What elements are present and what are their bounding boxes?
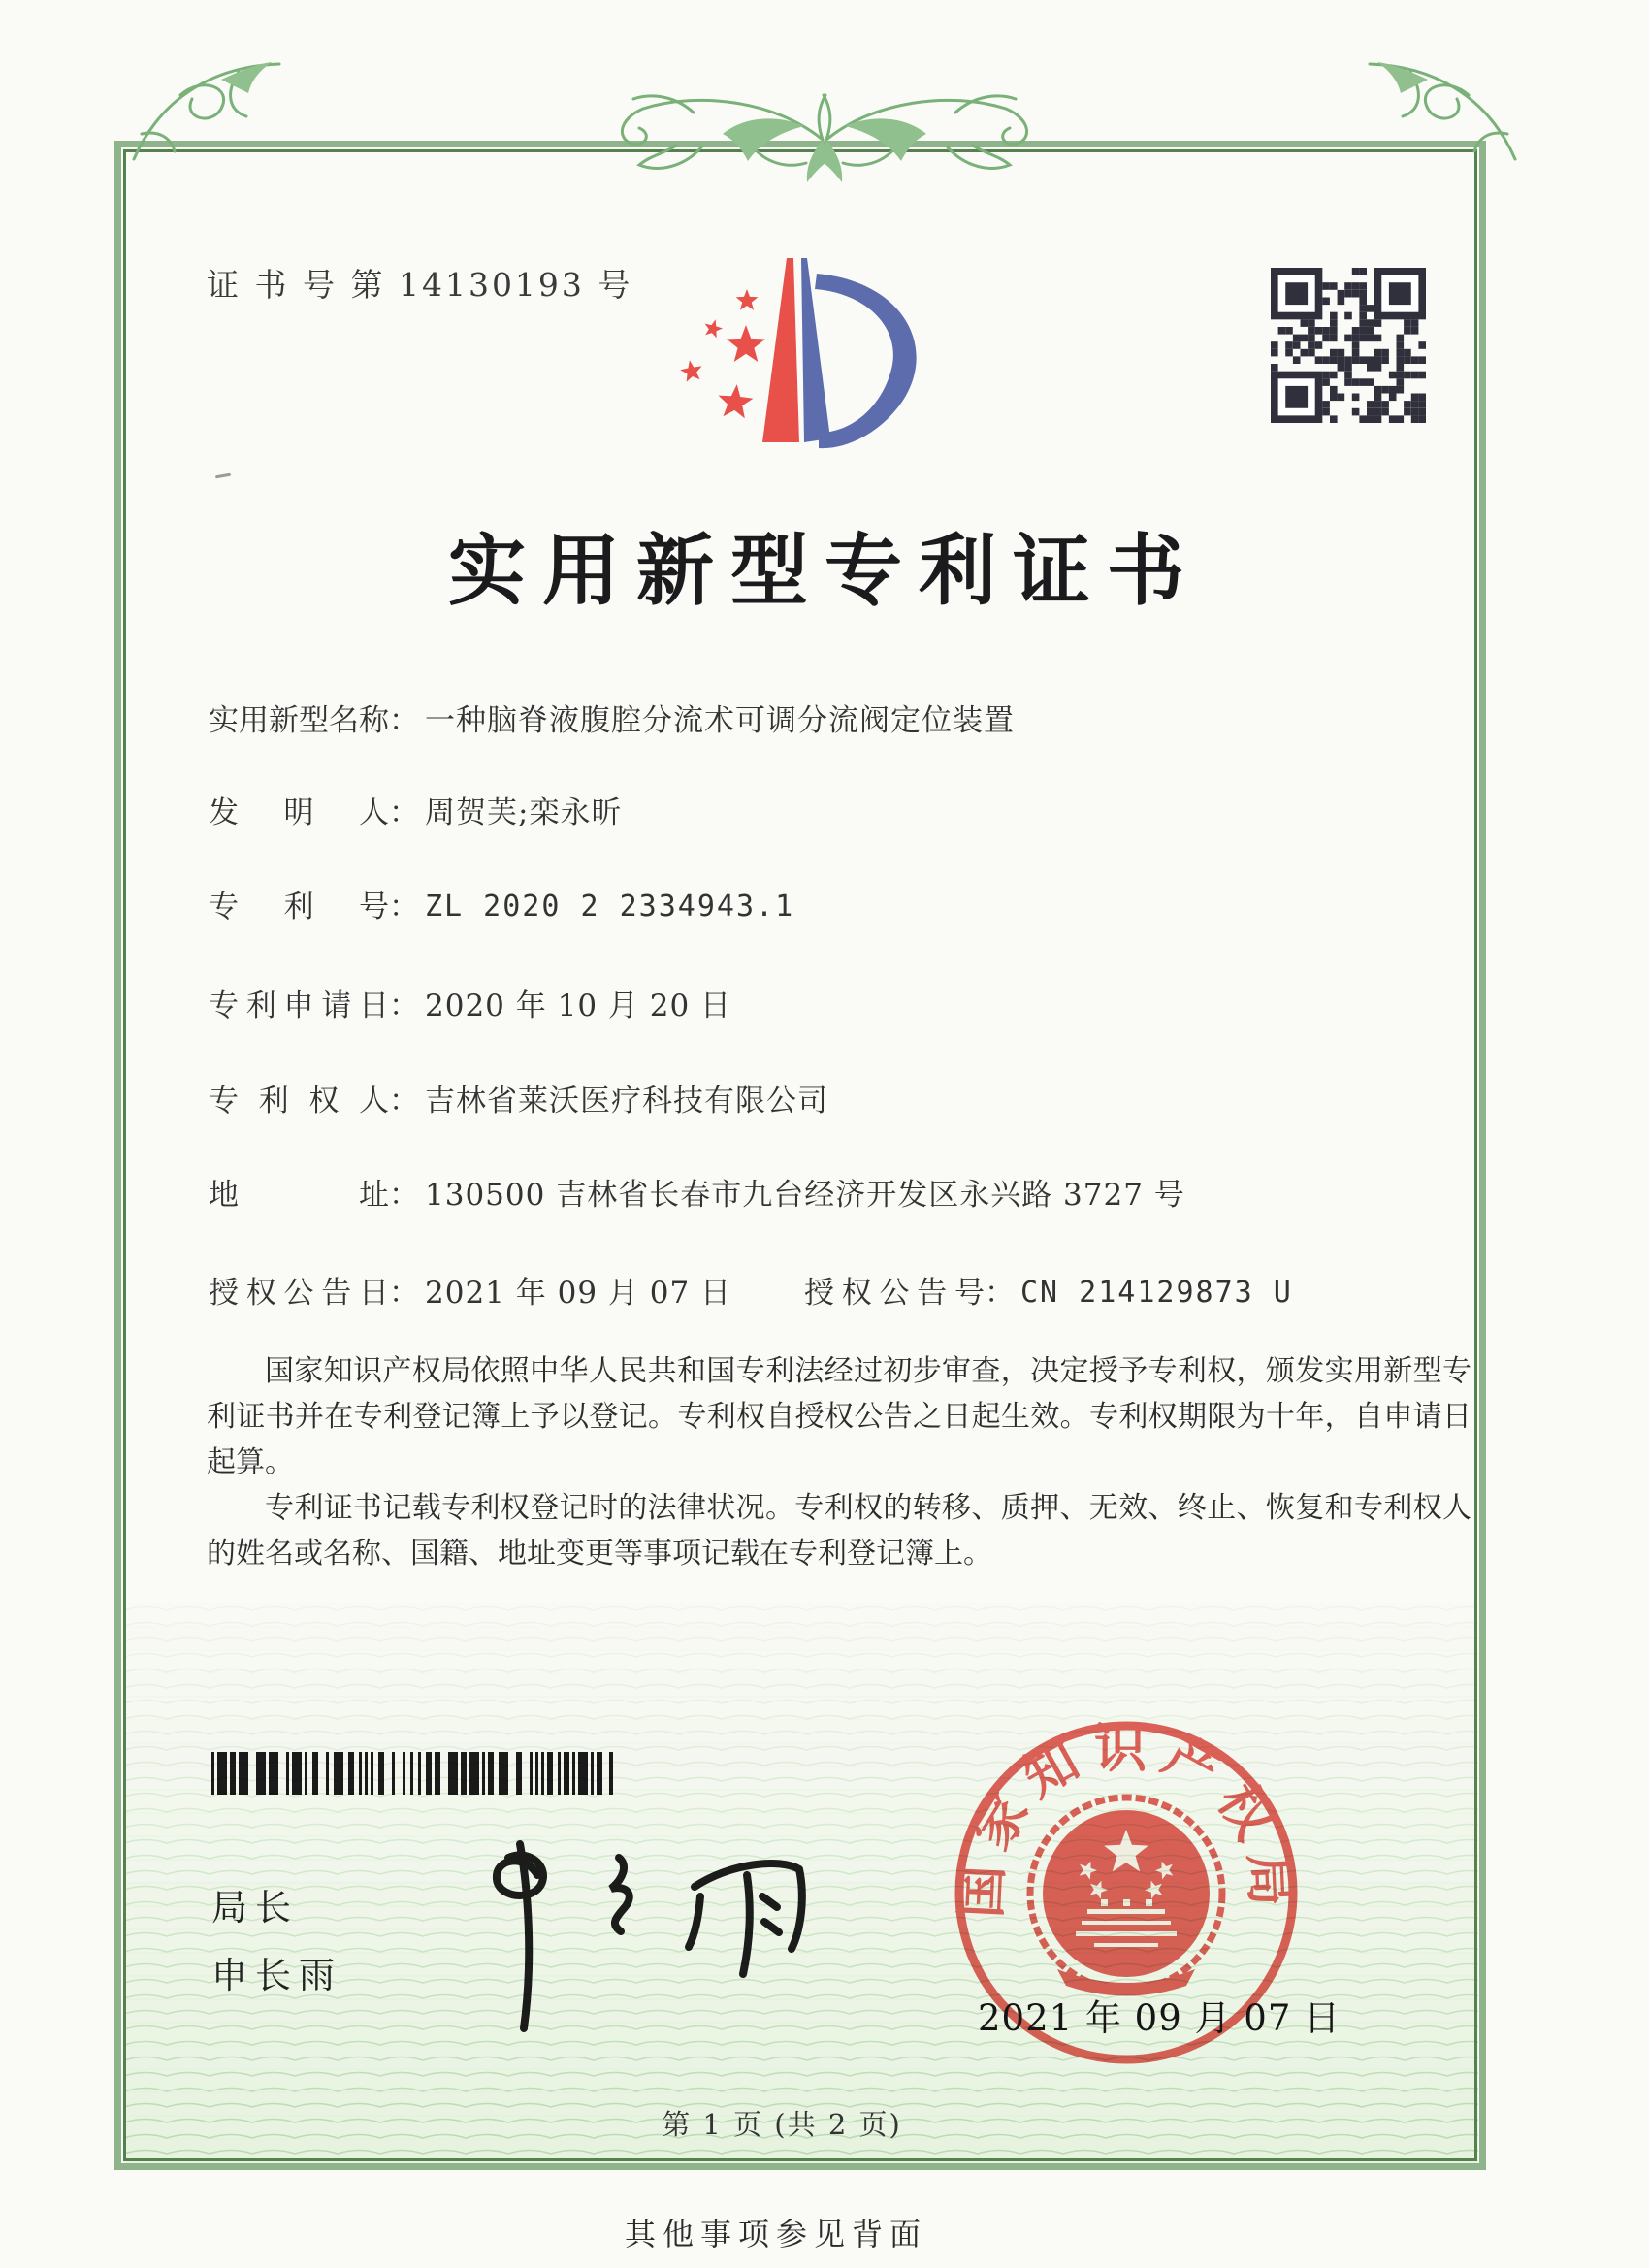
field-value: 一种脑脊液腹腔分流术可调分流阀定位装置 bbox=[425, 703, 1015, 738]
legal-text-block bbox=[207, 1348, 1471, 1576]
field-row-patent-number bbox=[209, 887, 1479, 927]
field-label: 专利号 bbox=[209, 890, 389, 924]
legal-paragraph-2: 专利证书记载专利权登记时的法律状况。专利权的转移、质押、无效、终止、恢复和专利权人的姓名或名称、国籍、地址变更等事项记载在专利登记簿上。 bbox=[207, 1491, 1471, 1571]
cnipa-logo bbox=[669, 241, 951, 466]
field-pair-grant-number bbox=[804, 1273, 1293, 1313]
field-row-filing-date bbox=[209, 986, 1479, 1026]
field-row-grant bbox=[209, 1273, 1479, 1313]
field-row-utility-model-name bbox=[209, 700, 1479, 741]
field-value: 周贺芙;栾永昕 bbox=[425, 795, 623, 830]
commissioner-title: 局长 bbox=[211, 1887, 299, 1928]
legal-paragraph-1: 国家知识产权局依照中华人民共和国专利法经过初步审查，决定授予专利权，颁发实用新型专利证书并在专利登记簿上予以登记。专利权自授权公告之日起生效。专利权期限为十年，自申请日起算。 bbox=[207, 1354, 1471, 1479]
field-label: 授权公告号 bbox=[804, 1276, 985, 1311]
field-colon: ： bbox=[985, 1276, 1015, 1311]
field-colon: ： bbox=[389, 1084, 419, 1118]
seal-ring-text: 国家知识产权局 bbox=[949, 1716, 1304, 1920]
field-colon: ： bbox=[389, 795, 419, 830]
commissioner-name: 申长雨 bbox=[211, 1955, 342, 1996]
field-value: 2021 年 09 月 07 日 bbox=[425, 1276, 732, 1311]
top-left-flourish-ornament bbox=[113, 50, 287, 167]
field-value: 吉林省莱沃医疗科技有限公司 bbox=[425, 1084, 828, 1118]
field-colon: ： bbox=[389, 988, 419, 1023]
field-row-patentee bbox=[209, 1081, 1479, 1121]
certificate-title: 实用新型专利证书 bbox=[448, 525, 1201, 616]
field-row-address bbox=[209, 1175, 1479, 1215]
back-side-note: 其他事项参见背面 bbox=[624, 2216, 927, 2252]
logo-blue-p-bowl bbox=[815, 274, 917, 448]
field-row-inventor bbox=[209, 793, 1479, 833]
field-label: 授权公告日 bbox=[209, 1276, 389, 1311]
top-right-flourish-ornament bbox=[1362, 50, 1536, 167]
field-colon: ： bbox=[389, 890, 419, 924]
field-label: 专利权人 bbox=[209, 1084, 389, 1118]
logo-red-spike bbox=[762, 258, 799, 442]
field-colon: ： bbox=[389, 1178, 419, 1213]
qr-code bbox=[1271, 268, 1426, 423]
seal-date: 2021 年 09 月 07 日 bbox=[978, 1997, 1342, 2039]
signature-handwriting bbox=[456, 1836, 824, 2045]
field-value: CN 214129873 U bbox=[1020, 1276, 1293, 1310]
field-label: 实用新型名称 bbox=[209, 703, 389, 738]
field-colon: ： bbox=[389, 703, 419, 738]
page-number: 第 1 页 (共 2 页) bbox=[662, 2108, 902, 2141]
field-label: 地址 bbox=[209, 1178, 389, 1213]
barcode bbox=[211, 1752, 615, 1795]
seal-national-emblem bbox=[1030, 1798, 1222, 1996]
top-center-flourish-ornament bbox=[577, 83, 1072, 192]
certificate-number: 证 书 号 第 14130193 号 bbox=[207, 266, 633, 304]
field-value: 2020 年 10 月 20 日 bbox=[425, 988, 732, 1023]
field-label: 发明人 bbox=[209, 795, 389, 830]
field-value: ZL 2020 2 2334943.1 bbox=[425, 890, 795, 923]
field-value: 130500 吉林省长春市九台经济开发区永兴路 3727 号 bbox=[425, 1178, 1185, 1213]
field-colon: ： bbox=[389, 1276, 419, 1311]
field-label: 专利申请日 bbox=[209, 988, 389, 1023]
